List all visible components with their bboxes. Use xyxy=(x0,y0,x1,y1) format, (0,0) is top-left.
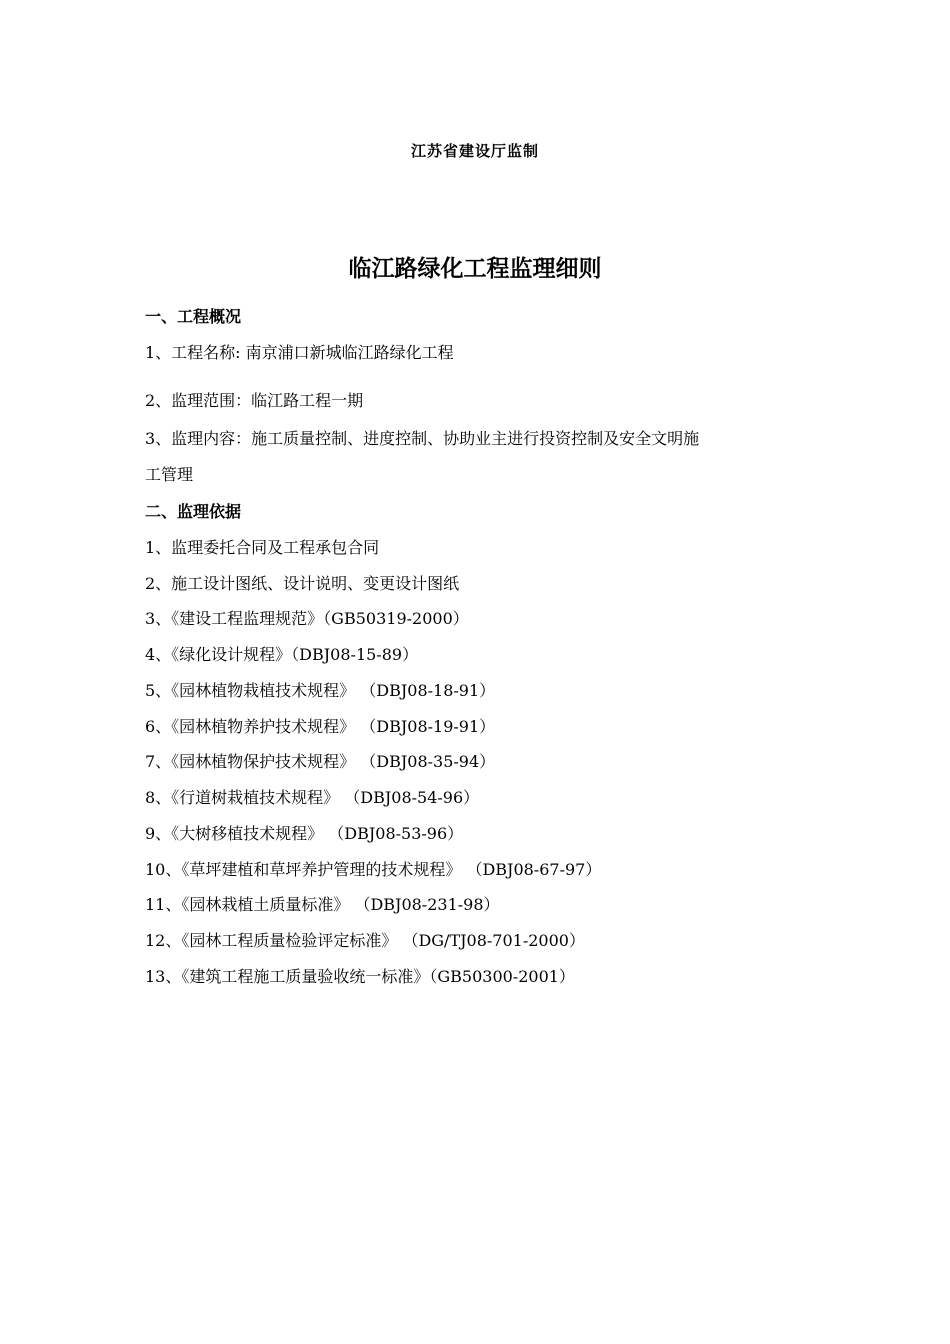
list-item: 11、《园林栽植土质量标准》 （DBJ08-231-98） xyxy=(145,895,500,914)
list-item: 5、《园林植物栽植技术规程》 （DBJ08-18-91） xyxy=(145,681,496,700)
list-item: 8、《行道树栽植技术规程》 （DBJ08-54-96） xyxy=(145,788,480,807)
list-item: 1、工程名称: 南京浦口新城临江路绿化工程 xyxy=(145,343,454,362)
list-item: 9、《大树移植技术规程》 （DBJ08-53-96） xyxy=(145,824,464,843)
list-item: 2、监理范围：临江路工程一期 xyxy=(145,391,364,410)
list-item: 1、监理委托合同及工程承包合同 xyxy=(145,538,380,557)
list-item: 4、《绿化设计规程》（DBJ08-15-89） xyxy=(145,645,419,664)
list-item: 6、《园林植物养护技术规程》 （DBJ08-19-91） xyxy=(145,717,496,736)
document-title: 临江路绿化工程监理细则 xyxy=(348,256,602,282)
section-heading-basis: 二、监理依据 xyxy=(145,502,242,521)
issuer-label: 江苏省建设厅监制 xyxy=(410,142,539,160)
list-item: 3、《建设工程监理规范》（GB50319-2000） xyxy=(145,609,469,628)
list-item: 7、《园林植物保护技术规程》 （DBJ08-35-94） xyxy=(145,752,496,771)
list-item: 12、《园林工程质量检验评定标准》 （DG/TJ08-701-2000） xyxy=(145,931,585,950)
list-item: 3、监理内容：施工质量控制、进度控制、协助业主进行投资控制及安全文明施 xyxy=(145,429,700,448)
list-item: 2、施工设计图纸、设计说明、变更设计图纸 xyxy=(145,574,460,593)
list-item: 工管理 xyxy=(145,465,194,484)
section-heading-overview: 一、工程概况 xyxy=(145,307,242,326)
list-item: 13、《建筑工程施工质量验收统一标准》（GB50300-2001） xyxy=(145,967,575,986)
list-item: 10、《草坪建植和草坪养护管理的技术规程》 （DBJ08-67-97） xyxy=(145,860,602,879)
